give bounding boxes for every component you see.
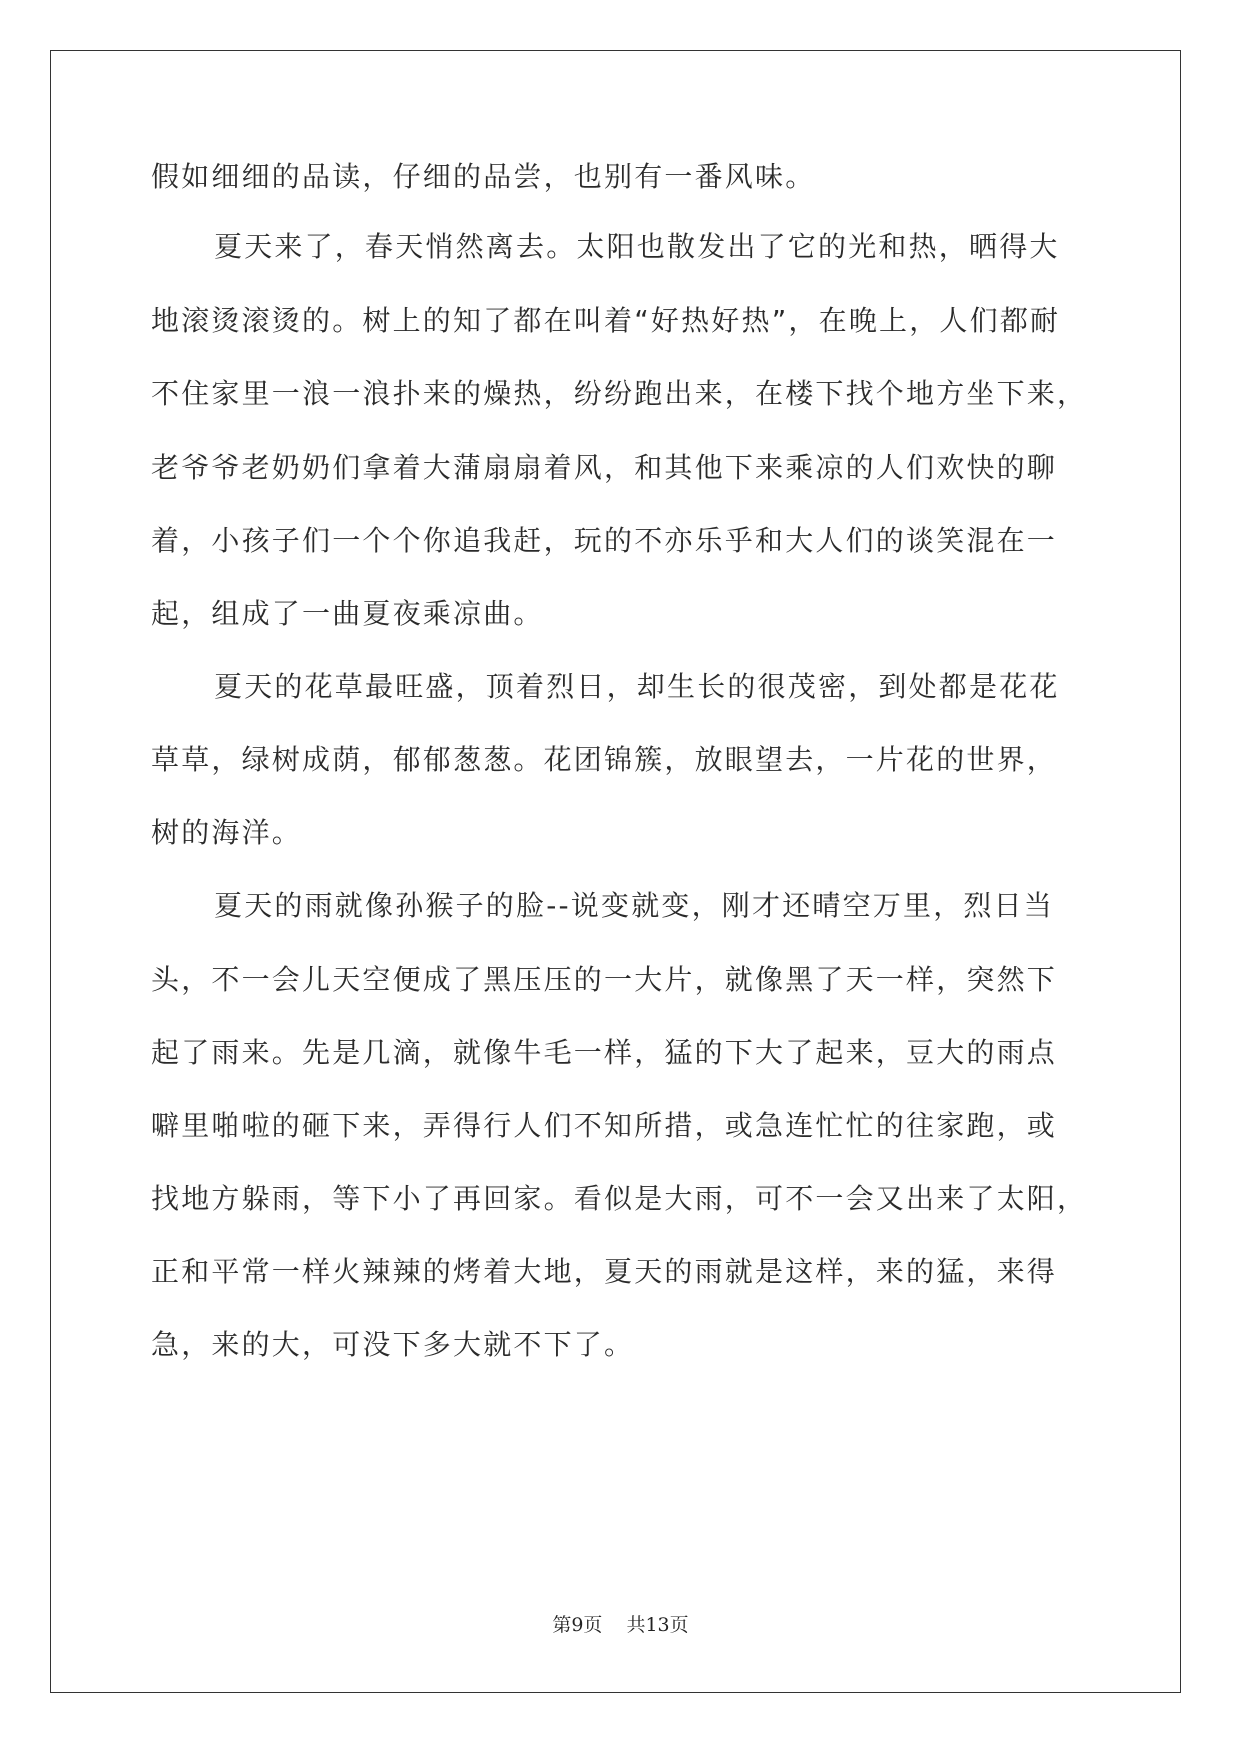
page-footer [0,1610,1241,1637]
text-line: 不住家里一浪一浪扑来的燥热，纷纷跑出来，在楼下找个地方坐下来， [151,377,1088,410]
page-number: 第9页 [552,1614,603,1636]
text-line: 夏天的花草最旺盛，顶着烈日，却生长的很茂密，到处都是花花 [214,670,1060,703]
text-line: 找地方躲雨，等下小了再回家。看似是大雨，可不一会又出来了太阳， [151,1182,1088,1215]
page-border [50,50,1181,1693]
text-line: 树的海洋。 [151,816,303,849]
text-line: 夏天的雨就像孙猴子的脸--说变就变，刚才还晴空万里，烈日当 [214,889,1055,922]
text-line: 假如细细的品读，仔细的品尝，也别有一番风味。 [151,160,816,193]
total-pages: 共13页 [626,1614,689,1636]
text-line: 起了雨来。先是几滴，就像牛毛一样，猛的下大了起来，豆大的雨点 [151,1036,1058,1069]
text-line: 着，小孩子们一个个你追我赶，玩的不亦乐乎和大人们的谈笑混在一 [151,524,1058,557]
text-line: 噼里啪啦的砸下来，弄得行人们不知所措，或急连忙忙的往家跑，或 [151,1109,1058,1142]
text-line: 地滚烫滚烫的。树上的知了都在叫着“好热好热”，在晚上，人们都耐 [151,304,1061,337]
text-line: 老爷爷老奶奶们拿着大蒲扇扇着风，和其他下来乘凉的人们欢快的聊 [151,451,1058,484]
text-line: 夏天来了，春天悄然离去。太阳也散发出了它的光和热，晒得大 [214,230,1060,263]
text-line: 草草，绿树成荫，郁郁葱葱。花团锦簇，放眼望去，一片花的世界， [151,743,1058,776]
text-line: 起，组成了一曲夏夜乘凉曲。 [151,597,544,630]
text-line: 正和平常一样火辣辣的烤着大地，夏天的雨就是这样，来的猛，来得 [151,1255,1058,1288]
text-line: 头，不一会儿天空便成了黑压压的一大片，就像黑了天一样，突然下 [151,963,1058,996]
text-line: 急，来的大，可没下多大就不下了。 [151,1328,635,1361]
